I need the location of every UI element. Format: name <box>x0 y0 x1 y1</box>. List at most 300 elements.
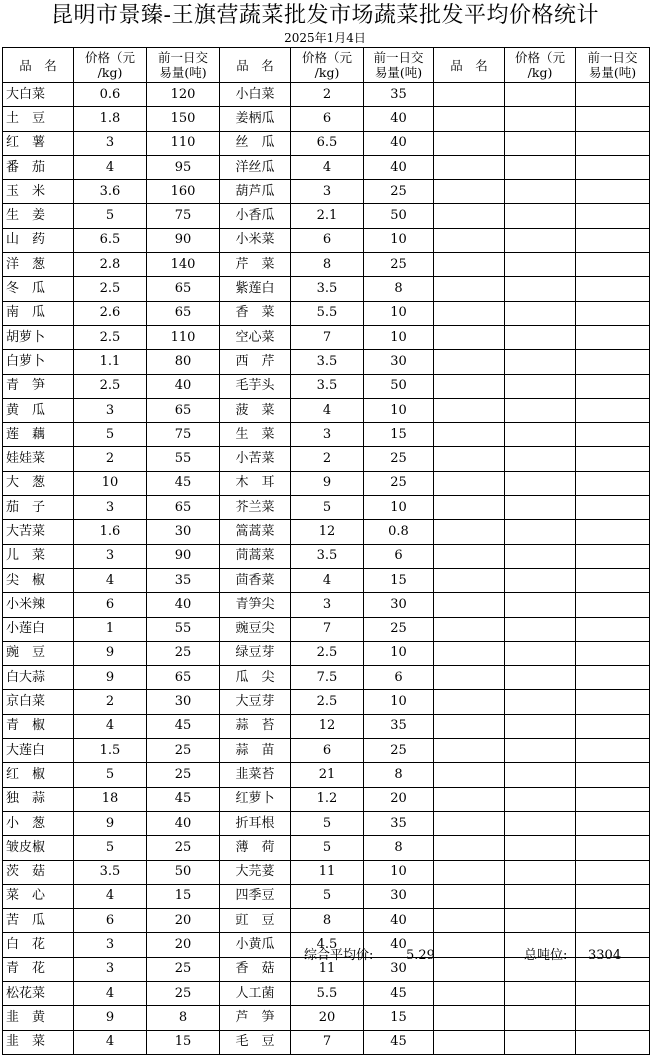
empty-cell <box>576 593 650 617</box>
item-name: 小 葱 <box>3 811 74 835</box>
item-volume: 75 <box>147 204 220 228</box>
total-tonnage-value: 3304 <box>588 948 622 963</box>
item-price: 5 <box>291 884 364 908</box>
item-volume: 8 <box>364 836 434 860</box>
item-price: 3 <box>291 593 364 617</box>
table-row <box>3 107 650 131</box>
empty-cell <box>505 350 576 374</box>
empty-cell <box>576 204 650 228</box>
empty-cell <box>576 253 650 277</box>
item-volume: 10 <box>364 301 434 325</box>
empty-cell <box>434 860 505 884</box>
item-name: 韭 菜 <box>3 1030 74 1054</box>
item-name: 苦 瓜 <box>3 909 74 933</box>
item-price: 1.2 <box>291 787 364 811</box>
item-name: 人工菌 <box>220 981 291 1005</box>
empty-cell <box>434 1030 505 1054</box>
item-name: 黄 瓜 <box>3 398 74 422</box>
item-name: 白大蒜 <box>3 666 74 690</box>
item-price: 3.5 <box>291 544 364 568</box>
item-price: 4.5 <box>291 933 364 957</box>
item-price: 9 <box>74 811 147 835</box>
item-name: 茨 菇 <box>3 860 74 884</box>
empty-cell <box>576 180 650 204</box>
item-price: 3.6 <box>74 180 147 204</box>
table-row <box>3 763 650 787</box>
empty-cell <box>576 860 650 884</box>
table-row <box>3 253 650 277</box>
item-name: 豌豆尖 <box>220 617 291 641</box>
empty-cell <box>576 398 650 422</box>
item-name: 冬 瓜 <box>3 277 74 301</box>
empty-cell <box>505 593 576 617</box>
item-name: 豌 豆 <box>3 641 74 665</box>
empty-cell <box>505 544 576 568</box>
empty-cell <box>576 836 650 860</box>
empty-cell <box>576 325 650 349</box>
empty-cell <box>505 155 576 179</box>
item-price: 8 <box>291 253 364 277</box>
item-name: 皱皮椒 <box>3 836 74 860</box>
empty-cell <box>505 228 576 252</box>
item-price: 5 <box>291 811 364 835</box>
item-price: 2.5 <box>74 325 147 349</box>
item-name: 韭菜苔 <box>220 763 291 787</box>
empty-cell <box>434 277 505 301</box>
table-row <box>3 666 650 690</box>
item-name: 小苦菜 <box>220 447 291 471</box>
item-volume: 50 <box>364 374 434 398</box>
table-row <box>3 228 650 252</box>
item-name: 芹 菜 <box>220 253 291 277</box>
item-name: 茴香菜 <box>220 568 291 592</box>
item-name: 韭 黄 <box>3 1006 74 1030</box>
table-row <box>3 739 650 763</box>
item-price: 4 <box>291 155 364 179</box>
table-header-row <box>3 48 650 83</box>
empty-cell <box>434 131 505 155</box>
item-price: 2.6 <box>74 301 147 325</box>
item-price: 4 <box>74 568 147 592</box>
item-volume: 10 <box>364 228 434 252</box>
empty-cell <box>576 374 650 398</box>
empty-cell <box>505 568 576 592</box>
item-name: 芥兰菜 <box>220 496 291 520</box>
item-volume: 10 <box>364 496 434 520</box>
item-price: 2.8 <box>74 253 147 277</box>
empty-cell <box>434 641 505 665</box>
empty-cell <box>576 423 650 447</box>
empty-cell <box>505 471 576 495</box>
item-price: 2.5 <box>74 374 147 398</box>
item-volume: 40 <box>147 811 220 835</box>
item-price: 9 <box>74 1006 147 1030</box>
item-name: 青笋尖 <box>220 593 291 617</box>
price-table <box>2 47 650 1055</box>
empty-cell <box>505 641 576 665</box>
item-price: 7 <box>291 1030 364 1054</box>
item-name: 青 椒 <box>3 714 74 738</box>
header-price-2: 价格（元 /kg) <box>291 48 364 83</box>
item-price: 3.5 <box>291 350 364 374</box>
table-row <box>3 836 650 860</box>
item-price: 5 <box>74 423 147 447</box>
empty-cell <box>505 325 576 349</box>
item-name: 木 耳 <box>220 471 291 495</box>
item-volume: 15 <box>364 568 434 592</box>
header-price-3: 价格（元 /kg) <box>505 48 576 83</box>
empty-cell <box>434 496 505 520</box>
average-price-label: 综合平均价: <box>304 948 374 963</box>
item-price: 3 <box>291 180 364 204</box>
item-price: 1 <box>74 617 147 641</box>
item-volume: 65 <box>147 301 220 325</box>
item-price: 4 <box>74 714 147 738</box>
item-price: 2 <box>291 83 364 107</box>
item-name: 白萝卜 <box>3 350 74 374</box>
empty-cell <box>505 520 576 544</box>
table-row <box>3 301 650 325</box>
item-name: 葫芦瓜 <box>220 180 291 204</box>
empty-cell <box>505 204 576 228</box>
item-volume: 55 <box>147 617 220 641</box>
item-volume: 95 <box>147 155 220 179</box>
empty-cell <box>576 909 650 933</box>
empty-cell <box>434 423 505 447</box>
item-name: 山 药 <box>3 228 74 252</box>
item-name: 京白菜 <box>3 690 74 714</box>
item-price: 0.6 <box>74 83 147 107</box>
item-volume: 25 <box>147 763 220 787</box>
item-volume: 75 <box>147 423 220 447</box>
empty-cell <box>505 83 576 107</box>
item-volume: 25 <box>364 447 434 471</box>
item-price: 9 <box>74 666 147 690</box>
empty-cell <box>505 277 576 301</box>
item-volume: 10 <box>364 641 434 665</box>
item-name: 儿 菜 <box>3 544 74 568</box>
item-volume: 120 <box>147 83 220 107</box>
item-price: 5.5 <box>291 981 364 1005</box>
item-price: 3 <box>74 544 147 568</box>
table-row <box>3 593 650 617</box>
empty-cell <box>434 447 505 471</box>
item-name: 薄 荷 <box>220 836 291 860</box>
item-volume: 35 <box>364 811 434 835</box>
item-volume: 65 <box>147 398 220 422</box>
item-name: 尖 椒 <box>3 568 74 592</box>
item-name: 青 花 <box>3 957 74 981</box>
item-price: 6 <box>291 107 364 131</box>
item-volume: 15 <box>364 423 434 447</box>
item-name: 菠 菜 <box>220 398 291 422</box>
item-volume: 80 <box>147 350 220 374</box>
item-price: 3.5 <box>74 860 147 884</box>
item-price: 3.5 <box>291 277 364 301</box>
item-name: 红萝卜 <box>220 787 291 811</box>
item-price: 3 <box>74 131 147 155</box>
item-name: 生 菜 <box>220 423 291 447</box>
item-volume: 40 <box>147 374 220 398</box>
item-name: 四季豆 <box>220 884 291 908</box>
empty-cell <box>576 690 650 714</box>
item-volume: 20 <box>364 787 434 811</box>
item-price: 6 <box>74 909 147 933</box>
empty-cell <box>434 739 505 763</box>
item-price: 1.8 <box>74 107 147 131</box>
empty-cell <box>505 909 576 933</box>
empty-cell <box>434 593 505 617</box>
item-volume: 40 <box>147 593 220 617</box>
item-volume: 110 <box>147 131 220 155</box>
empty-cell <box>505 374 576 398</box>
item-name: 玉 米 <box>3 180 74 204</box>
item-name: 小米菜 <box>220 228 291 252</box>
table-row <box>3 277 650 301</box>
empty-cell <box>576 496 650 520</box>
item-price: 3.5 <box>291 374 364 398</box>
item-name: 青 笋 <box>3 374 74 398</box>
empty-cell <box>576 447 650 471</box>
item-name: 毛 豆 <box>220 1030 291 1054</box>
item-volume: 6 <box>364 666 434 690</box>
item-name: 丝 瓜 <box>220 131 291 155</box>
empty-cell <box>576 277 650 301</box>
item-volume: 15 <box>147 1030 220 1054</box>
table-row <box>3 350 650 374</box>
empty-cell <box>576 301 650 325</box>
header-volume-2: 前一日交 易量(吨) <box>364 48 434 83</box>
item-price: 3 <box>74 933 147 957</box>
header-name-1: 品 名 <box>3 48 74 83</box>
item-volume: 10 <box>364 690 434 714</box>
table-row <box>3 787 650 811</box>
table-row <box>3 568 650 592</box>
empty-cell <box>434 714 505 738</box>
empty-cell <box>576 1030 650 1054</box>
item-volume: 8 <box>364 763 434 787</box>
item-volume: 45 <box>364 981 434 1005</box>
empty-cell <box>576 83 650 107</box>
item-price: 4 <box>74 1030 147 1054</box>
item-name: 红 薯 <box>3 131 74 155</box>
item-volume: 90 <box>147 228 220 252</box>
item-price: 2 <box>74 447 147 471</box>
item-volume: 25 <box>364 471 434 495</box>
empty-cell <box>434 180 505 204</box>
item-volume: 45 <box>147 471 220 495</box>
item-price: 6.5 <box>74 228 147 252</box>
item-price: 2.1 <box>291 204 364 228</box>
empty-cell <box>434 981 505 1005</box>
item-volume: 30 <box>147 520 220 544</box>
item-name: 南 瓜 <box>3 301 74 325</box>
item-name: 小莲白 <box>3 617 74 641</box>
empty-cell <box>434 520 505 544</box>
empty-cell <box>505 180 576 204</box>
empty-cell <box>434 617 505 641</box>
table-row <box>3 641 650 665</box>
item-volume: 140 <box>147 253 220 277</box>
empty-cell <box>434 83 505 107</box>
empty-cell <box>505 739 576 763</box>
item-price: 1.5 <box>74 739 147 763</box>
empty-cell <box>434 301 505 325</box>
item-name: 西 芹 <box>220 350 291 374</box>
item-volume: 6 <box>364 544 434 568</box>
item-price: 4 <box>74 981 147 1005</box>
item-price: 5 <box>74 836 147 860</box>
table-row <box>3 520 650 544</box>
header-name-3: 品 名 <box>434 48 505 83</box>
empty-cell <box>505 131 576 155</box>
item-name: 洋丝瓜 <box>220 155 291 179</box>
item-name: 瓜 尖 <box>220 666 291 690</box>
empty-cell <box>576 471 650 495</box>
item-name: 绿豆芽 <box>220 641 291 665</box>
item-price: 10 <box>74 471 147 495</box>
empty-cell <box>434 325 505 349</box>
empty-cell <box>505 253 576 277</box>
empty-cell <box>505 884 576 908</box>
table-row <box>3 447 650 471</box>
empty-cell <box>434 107 505 131</box>
item-name: 洋 葱 <box>3 253 74 277</box>
item-price: 9 <box>291 471 364 495</box>
item-volume: 20 <box>147 933 220 957</box>
item-name: 大苦菜 <box>3 520 74 544</box>
item-price: 20 <box>291 1006 364 1030</box>
table-row <box>3 690 650 714</box>
item-price: 1.6 <box>74 520 147 544</box>
table-row <box>3 544 650 568</box>
item-volume: 150 <box>147 107 220 131</box>
item-name: 毛芋头 <box>220 374 291 398</box>
table-row <box>3 131 650 155</box>
item-name: 茄 子 <box>3 496 74 520</box>
table-row <box>3 496 650 520</box>
table-row <box>3 398 650 422</box>
item-name: 小米辣 <box>3 593 74 617</box>
item-volume: 40 <box>364 155 434 179</box>
item-price: 2 <box>291 447 364 471</box>
header-name-2: 品 名 <box>220 48 291 83</box>
table-row <box>3 617 650 641</box>
table-row <box>3 374 650 398</box>
item-volume: 50 <box>364 204 434 228</box>
item-volume: 45 <box>364 1030 434 1054</box>
item-volume: 25 <box>147 836 220 860</box>
item-name: 胡萝卜 <box>3 325 74 349</box>
empty-cell <box>505 836 576 860</box>
item-price: 4 <box>291 398 364 422</box>
item-volume: 25 <box>364 739 434 763</box>
item-name: 香 菇 <box>220 957 291 981</box>
item-price: 2 <box>74 690 147 714</box>
item-price: 4 <box>74 884 147 908</box>
item-volume: 40 <box>364 933 434 957</box>
empty-cell <box>434 811 505 835</box>
item-price: 5 <box>291 496 364 520</box>
item-volume: 25 <box>364 180 434 204</box>
item-volume: 40 <box>364 909 434 933</box>
item-volume: 40 <box>364 131 434 155</box>
item-volume: 90 <box>147 544 220 568</box>
table-row <box>3 325 650 349</box>
item-volume: 40 <box>364 107 434 131</box>
item-price: 2.5 <box>291 690 364 714</box>
item-name: 空心菜 <box>220 325 291 349</box>
item-name: 篙蒿菜 <box>220 520 291 544</box>
empty-cell <box>434 884 505 908</box>
empty-cell <box>576 714 650 738</box>
item-name: 独 蒜 <box>3 787 74 811</box>
item-price: 11 <box>291 860 364 884</box>
item-price: 1.1 <box>74 350 147 374</box>
item-volume: 8 <box>147 1006 220 1030</box>
table-row <box>3 811 650 835</box>
item-name: 蒜 苔 <box>220 714 291 738</box>
report-date: 2025年1月4日 <box>284 31 366 45</box>
item-name: 生 姜 <box>3 204 74 228</box>
item-name: 红 椒 <box>3 763 74 787</box>
item-name: 大芫荽 <box>220 860 291 884</box>
item-price: 12 <box>291 714 364 738</box>
item-name: 小白菜 <box>220 83 291 107</box>
empty-cell <box>505 787 576 811</box>
empty-cell <box>576 107 650 131</box>
item-name: 折耳根 <box>220 811 291 835</box>
item-price: 6 <box>291 228 364 252</box>
item-volume: 110 <box>147 325 220 349</box>
item-name: 芦 笋 <box>220 1006 291 1030</box>
header-price-1: 价格（元 /kg) <box>74 48 147 83</box>
item-volume: 65 <box>147 277 220 301</box>
empty-cell <box>505 496 576 520</box>
item-price: 7 <box>291 617 364 641</box>
item-name: 菜 心 <box>3 884 74 908</box>
empty-cell <box>434 666 505 690</box>
item-volume: 65 <box>147 496 220 520</box>
item-name: 紫莲白 <box>220 277 291 301</box>
item-price: 7.5 <box>291 666 364 690</box>
item-price: 6.5 <box>291 131 364 155</box>
empty-cell <box>576 739 650 763</box>
item-name: 土 豆 <box>3 107 74 131</box>
table-row <box>3 884 650 908</box>
item-price: 5 <box>291 836 364 860</box>
item-volume: 25 <box>364 253 434 277</box>
empty-cell <box>434 253 505 277</box>
table-row <box>3 471 650 495</box>
item-name: 番 茄 <box>3 155 74 179</box>
empty-cell <box>576 131 650 155</box>
table-row <box>3 1006 650 1030</box>
item-name: 姜柄瓜 <box>220 107 291 131</box>
empty-cell <box>505 447 576 471</box>
item-volume: 30 <box>364 957 434 981</box>
item-price: 3 <box>74 398 147 422</box>
item-price: 3 <box>74 496 147 520</box>
item-price: 7 <box>291 325 364 349</box>
empty-cell <box>576 787 650 811</box>
empty-cell <box>434 787 505 811</box>
item-price: 5 <box>74 763 147 787</box>
empty-cell <box>434 957 505 981</box>
empty-cell <box>576 1006 650 1030</box>
item-price: 9 <box>74 641 147 665</box>
empty-cell <box>505 811 576 835</box>
